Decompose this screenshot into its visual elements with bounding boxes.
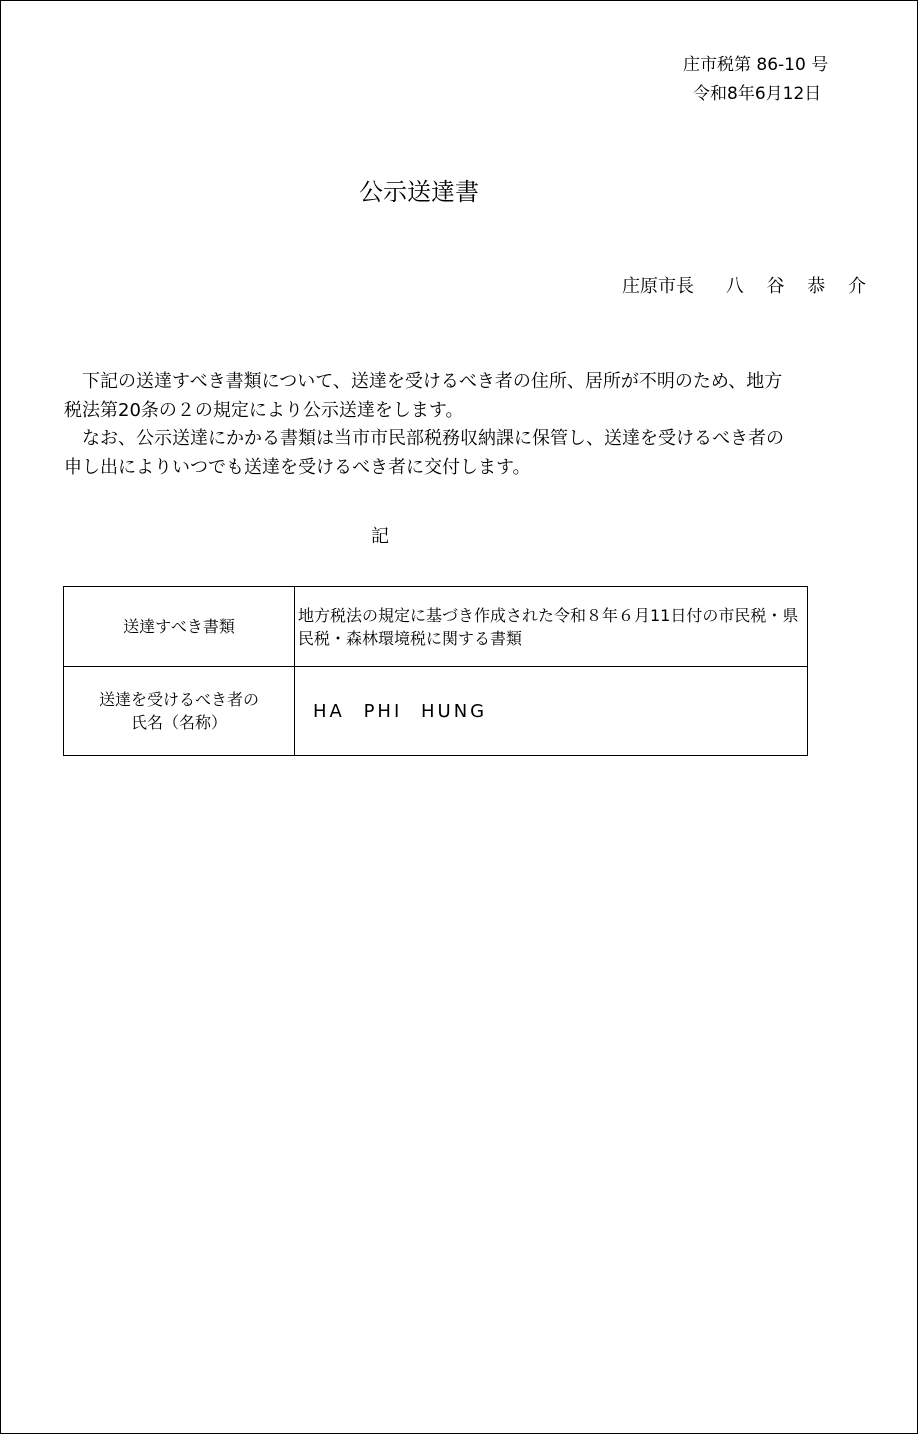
recipient-label-line-1: 送達を受けるべき者の: [98, 690, 259, 709]
notice-paragraph-1: 下記の送達すべき書類について、送達を受けるべき者の住所、居所が不明のため、地方税法第20条の２の規定により公示送達をします。: [64, 371, 783, 421]
ki-heading: 記: [371, 526, 389, 547]
documents-value: 地方税法の規定に基づき作成された令和８年６月11日付の市民税・県民税・森林環境税に関する書類: [295, 587, 808, 667]
issuer-name-char: 八: [725, 276, 744, 297]
recipient-value-cell: [295, 667, 808, 756]
document-date: 令和8年6月12日: [693, 84, 822, 104]
notice-body: [64, 368, 794, 482]
issuer-name-char: 谷: [766, 276, 785, 297]
issuer-name-char: 介: [847, 276, 866, 297]
issuer-office: 庄原市長: [622, 276, 694, 297]
issuer-name: [726, 272, 866, 298]
table-row: [64, 667, 808, 756]
document-title: 公示送達書: [359, 178, 479, 206]
document-number: 庄市税第 86-10 号: [683, 55, 829, 75]
recipient-label-line-2: 氏名（名称）: [130, 713, 227, 732]
notice-paragraph-2: なお、公示送達にかかる書類は当市市民部税務収納課に保管し、送達を受けるべき者の申し出によりいつでも送達を受けるべき者に交付します。: [64, 428, 784, 478]
recipient-label: [64, 667, 295, 756]
issuer: [622, 272, 866, 298]
documents-label: 送達すべき書類: [64, 587, 295, 667]
recipient-name: HA PHI HUNG: [313, 700, 488, 722]
service-details-table: [63, 586, 808, 756]
issuer-name-char: 恭: [807, 276, 826, 297]
table-row: [64, 587, 808, 667]
